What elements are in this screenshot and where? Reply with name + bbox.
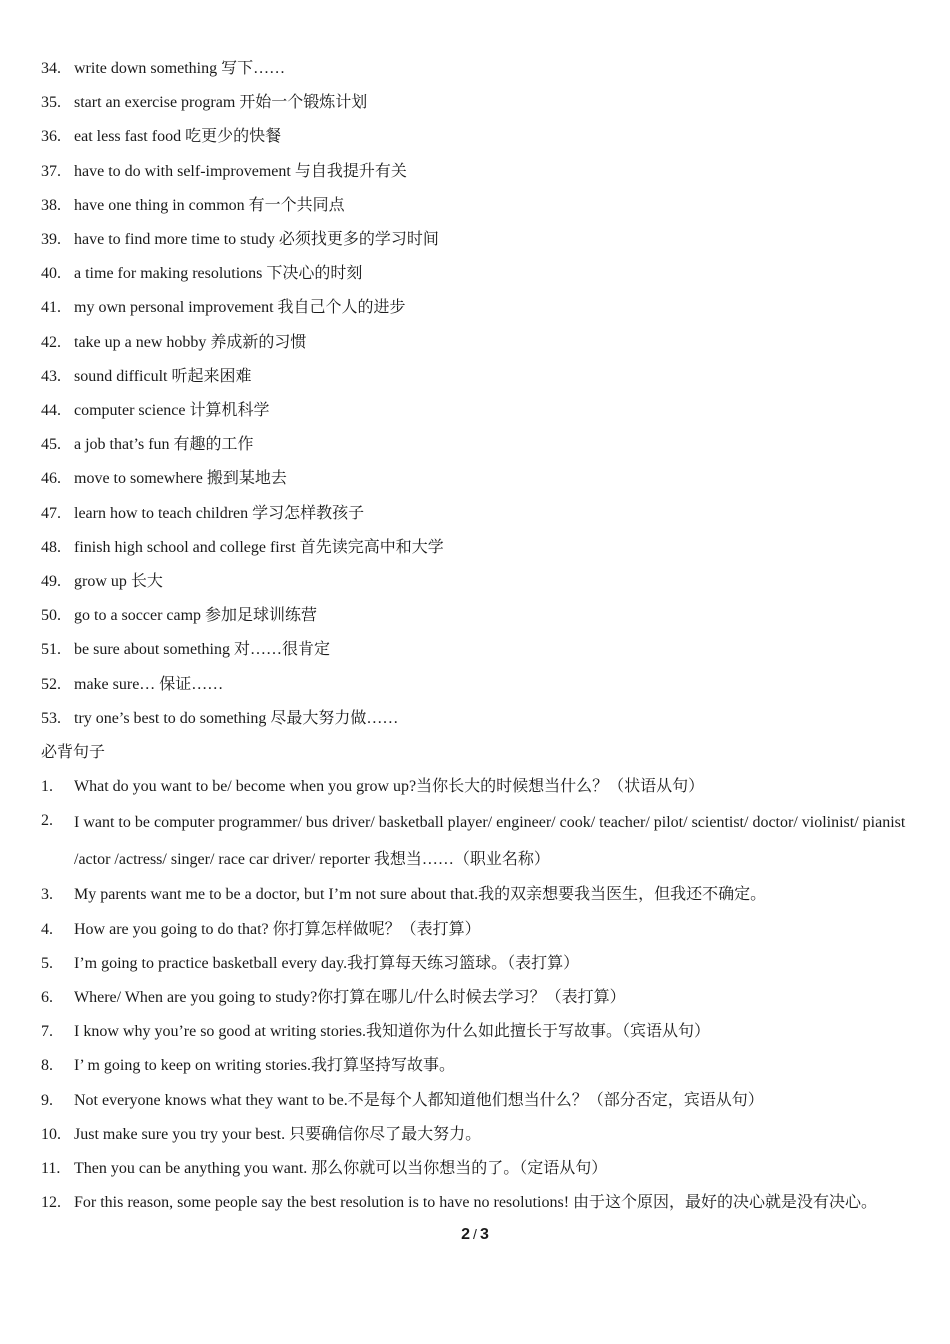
phrase-item-text: take up a new hobby 养成新的习惯 <box>74 333 307 351</box>
phrase-item <box>41 394 921 428</box>
sentence-item <box>41 1084 921 1118</box>
sentence-item-text: I know why you’re so good at writing stories.我知道你为什么如此擅长于写故事。（宾语从句） <box>74 1023 710 1041</box>
phrase-item <box>41 462 921 496</box>
phrase-item <box>41 189 921 223</box>
phrase-item-text: my own personal improvement 我自己个人的进步 <box>74 299 406 317</box>
phrase-item-number: 44. <box>41 402 61 420</box>
phrase-item-number: 53. <box>41 709 61 727</box>
sentence-item-text: Where/ When are you going to study?你打算在哪儿/什么时候去学习？（表打算） <box>74 989 626 1007</box>
phrase-item-number: 35. <box>41 94 61 112</box>
phrase-item-number: 34. <box>41 60 61 77</box>
phrase-item <box>41 120 921 154</box>
sentence-item-number: 1. <box>41 778 53 796</box>
phrase-item-number: 38. <box>41 196 61 214</box>
phrase-item <box>41 52 921 86</box>
phrase-item-number: 40. <box>41 265 61 283</box>
phrase-item-number: 49. <box>41 573 61 591</box>
phrase-item-text: have to do with self-improvement 与自我提升有关 <box>74 162 407 180</box>
sentence-item <box>41 1152 921 1186</box>
phrase-item-number: 43. <box>41 367 61 385</box>
sentence-item-number: 8. <box>41 1057 53 1075</box>
phrase-item-number: 46. <box>41 470 61 488</box>
sentence-item-text: What do you want to be/ become when you grow up?当你长大的时候想当什么？（状语从句） <box>74 778 705 796</box>
page-number <box>0 1226 950 1244</box>
phrase-item-number: 41. <box>41 299 61 317</box>
phrase-item-number: 50. <box>41 607 61 625</box>
sentence-item-number: 4. <box>41 920 53 938</box>
page-current: 2 <box>461 1226 471 1243</box>
sentence-item <box>41 947 921 981</box>
phrase-item-number: 36. <box>41 128 61 146</box>
phrase-item-text: sound difficult 听起来困难 <box>74 367 252 385</box>
phrase-item <box>41 599 921 633</box>
phrase-item-number: 47. <box>41 504 61 522</box>
sentence-item-number: 5. <box>41 954 53 972</box>
sentence-item-text: I want to be computer programmer/ bus driver/ basketball player/ engineer/ cook/ teacher/ pilot/ scientist/ doctor/ violinist/ pianist /actor /actress/ singer/ race car driver/ reporter 我想当……（职业名称） <box>74 814 906 869</box>
phrase-item-text: eat less fast food 吃更少的快餐 <box>74 128 282 146</box>
sentence-item-number: 6. <box>41 989 53 1007</box>
phrase-item <box>41 360 921 394</box>
phrase-item <box>41 86 921 120</box>
phrase-item-text: move to somewhere 搬到某地去 <box>74 470 287 488</box>
sentence-item-number: 12. <box>41 1194 61 1212</box>
sentence-item <box>41 1118 921 1152</box>
phrase-item <box>41 531 921 565</box>
sentence-item <box>41 770 921 804</box>
phrase-list <box>41 52 921 736</box>
sentence-item-number: 2. <box>41 812 53 830</box>
sentence-item-text: I’m going to practice basketball every day.我打算每天练习篮球。（表打算） <box>74 954 580 972</box>
sentences-heading: 必背句子 <box>41 744 106 762</box>
phrase-item-number: 52. <box>41 675 61 693</box>
phrase-item <box>41 497 921 531</box>
sentence-item-text: Just make sure you try your best. 只要确信你尽了最大努力。 <box>74 1125 482 1143</box>
phrase-item-number: 51. <box>41 641 61 659</box>
phrase-item-text: computer science 计算机科学 <box>74 402 270 420</box>
sentence-item-text: For this reason, some people say the best resolution is to have no resolutions! 由于这个原因，最好的决心就是没有决心。 <box>74 1194 878 1212</box>
phrase-item <box>41 633 921 667</box>
sentence-item <box>41 1015 921 1049</box>
page-total: 3 <box>479 1226 489 1243</box>
sentence-item-text: Then you can be anything you want. 那么你就可以当你想当的了。（定语从句） <box>74 1160 608 1178</box>
content-list <box>41 52 921 1221</box>
phrase-item <box>41 668 921 702</box>
sentence-item <box>41 804 921 878</box>
phrase-item-text: be sure about something 对……很肯定 <box>74 641 330 659</box>
phrase-item-number: 39. <box>41 231 61 249</box>
sentence-item <box>41 1186 921 1220</box>
phrase-item-text: grow up 长大 <box>74 573 163 591</box>
phrase-item-number: 48. <box>41 538 61 556</box>
sentence-list <box>41 770 921 1220</box>
phrase-item-text: try one’s best to do something 尽最大努力做…… <box>74 709 399 727</box>
sentence-item-text: Not everyone knows what they want to be.不是每个人都知道他们想当什么？（部分否定，宾语从句） <box>74 1091 764 1109</box>
page-separator: / <box>473 1226 477 1242</box>
phrase-item <box>41 155 921 189</box>
sentence-item <box>41 878 921 912</box>
sentence-item-text: My parents want me to be a doctor, but I’m not sure about that.我的双亲想要我当医生，但我还不确定。 <box>74 886 767 904</box>
phrase-item <box>41 565 921 599</box>
sentence-item-number: 11. <box>41 1160 61 1178</box>
phrase-item-text: a job that’s fun 有趣的工作 <box>74 436 254 454</box>
phrase-item <box>41 257 921 291</box>
phrase-item <box>41 291 921 325</box>
sentence-item-text: I’ m going to keep on writing stories.我打算坚持写故事。 <box>74 1057 456 1075</box>
sentence-item-text: How are you going to do that? 你打算怎样做呢？（表打算） <box>74 920 481 938</box>
phrase-item-text: start an exercise program 开始一个锻炼计划 <box>74 94 368 112</box>
phrase-item-text: learn how to teach children 学习怎样教孩子 <box>74 504 365 522</box>
phrase-item-text: a time for making resolutions 下决心的时刻 <box>74 265 363 283</box>
sentence-item-number: 9. <box>41 1091 53 1109</box>
phrase-item-text: have to find more time to study 必须找更多的学习时间 <box>74 231 439 249</box>
phrase-item-text: go to a soccer camp 参加足球训练营 <box>74 607 318 625</box>
phrase-item-text: have one thing in common 有一个共同点 <box>74 196 345 214</box>
phrase-item <box>41 702 921 736</box>
phrase-item <box>41 428 921 462</box>
phrase-item-number: 37. <box>41 162 61 180</box>
phrase-item-text: make sure… 保证…… <box>74 675 224 693</box>
sentence-item <box>41 913 921 947</box>
sentence-item <box>41 1049 921 1083</box>
sentence-item-number: 3. <box>41 886 53 904</box>
phrase-item <box>41 223 921 257</box>
sentence-item-number: 10. <box>41 1125 61 1143</box>
phrase-item-number: 45. <box>41 436 61 454</box>
sentence-item-number: 7. <box>41 1023 53 1041</box>
phrase-item-text: write down something 写下…… <box>74 60 286 77</box>
phrase-item <box>41 326 921 360</box>
sentence-item <box>41 981 921 1015</box>
phrase-item-number: 42. <box>41 333 61 351</box>
phrase-item-text: finish high school and college first 首先读完高中和大学 <box>74 538 444 556</box>
